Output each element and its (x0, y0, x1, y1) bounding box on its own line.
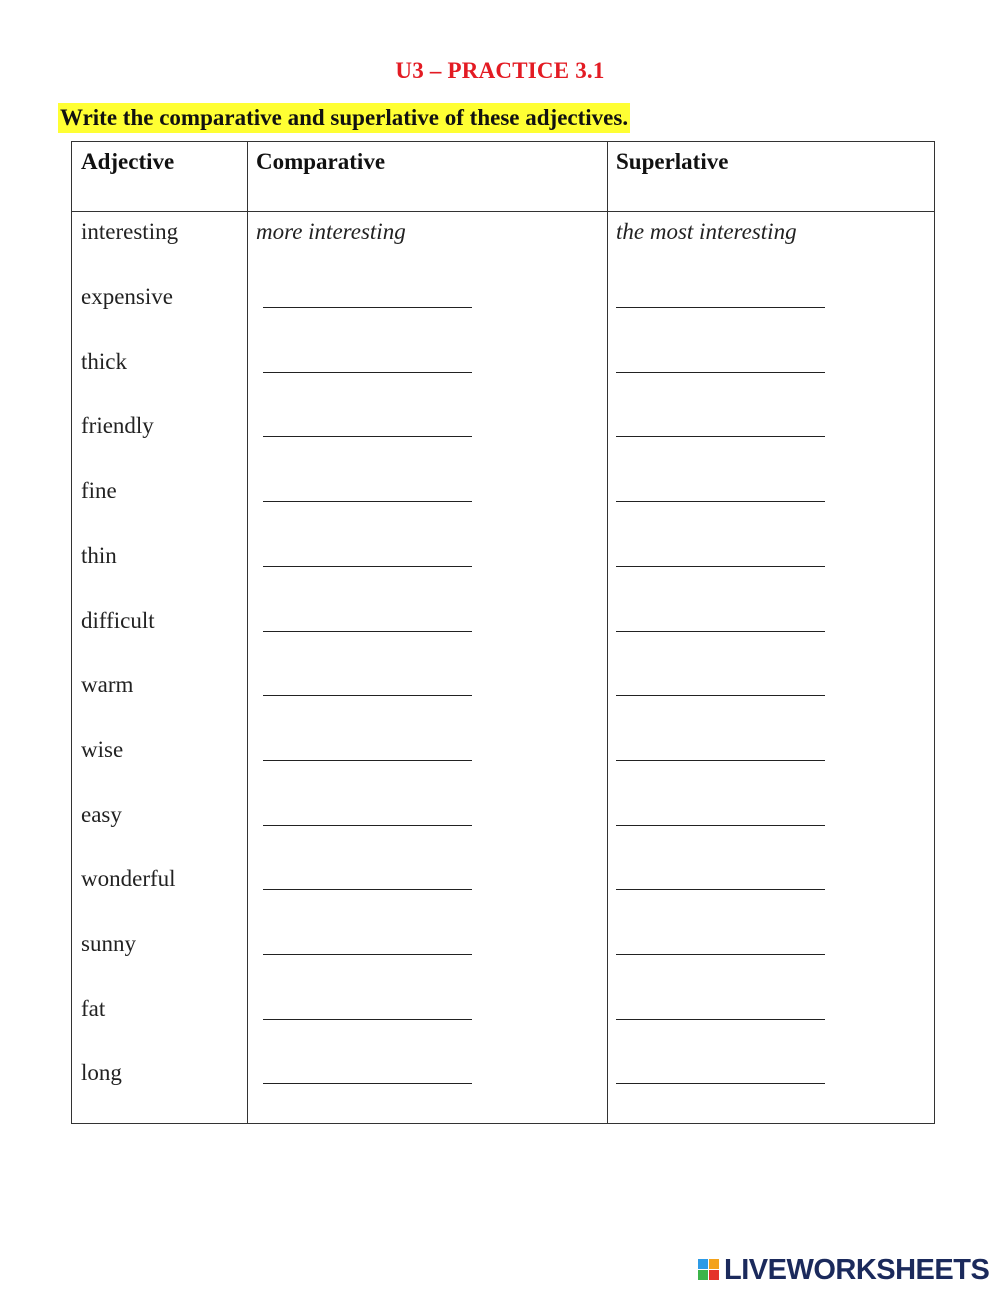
superlative-answer-blank[interactable] (616, 372, 825, 373)
table-row (72, 1060, 934, 1100)
adjective-cell: thin (81, 543, 117, 568)
superlative-answer-blank[interactable] (616, 307, 825, 308)
adjective-cell: interesting (81, 219, 179, 244)
adjective-cell: wise (81, 737, 124, 762)
comparative-answer-blank[interactable] (263, 889, 472, 890)
superlative-answer-blank[interactable] (616, 566, 825, 567)
comparative-answer-blank[interactable] (263, 631, 472, 632)
table-row (72, 413, 934, 453)
header-comparative: Comparative (256, 149, 386, 174)
adjective-cell: long (81, 1060, 122, 1085)
superlative-answer-blank[interactable] (616, 695, 825, 696)
adjective-cell: fat (81, 996, 106, 1021)
comparative-answer-blank[interactable] (263, 372, 472, 373)
comparative-answer-blank[interactable] (263, 566, 472, 567)
superlative-answer-blank[interactable] (616, 1083, 825, 1084)
instruction-text: Write the comparative and superlative of these adjectives. (58, 103, 630, 133)
superlative-answer-blank[interactable] (616, 501, 825, 502)
table-row (72, 672, 934, 712)
adjective-cell: sunny (81, 931, 136, 956)
adjective-cell: fine (81, 478, 117, 503)
comparative-answer-blank[interactable] (263, 695, 472, 696)
table-row (72, 866, 934, 906)
header-divider (72, 211, 934, 212)
example-superlative: the most interesting (616, 219, 797, 244)
superlative-answer-blank[interactable] (616, 760, 825, 761)
table-row (72, 737, 934, 777)
table-row (72, 608, 934, 648)
logo-text: LIVEWORKSHEETS (724, 1253, 990, 1286)
superlative-answer-blank[interactable] (616, 436, 825, 437)
superlative-answer-blank[interactable] (616, 825, 825, 826)
table-row (72, 996, 934, 1036)
superlative-answer-blank[interactable] (616, 889, 825, 890)
comparative-answer-blank[interactable] (263, 436, 472, 437)
comparative-answer-blank[interactable] (263, 1083, 472, 1084)
superlative-answer-blank[interactable] (616, 954, 825, 955)
adjective-table (71, 141, 935, 1124)
table-row (72, 543, 934, 583)
superlative-answer-blank[interactable] (616, 631, 825, 632)
header-adjective: Adjective (81, 149, 175, 174)
header-superlative: Superlative (616, 149, 729, 174)
adjective-cell: difficult (81, 608, 155, 633)
table-row (72, 802, 934, 842)
page-title: U3 – PRACTICE 3.1 (395, 58, 605, 83)
comparative-answer-blank[interactable] (263, 954, 472, 955)
comparative-answer-blank[interactable] (263, 760, 472, 761)
example-comparative: more interesting (256, 219, 406, 244)
adjective-cell: thick (81, 349, 127, 374)
comparative-answer-blank[interactable] (263, 307, 472, 308)
table-row (72, 349, 934, 389)
comparative-answer-blank[interactable] (263, 825, 472, 826)
table-row (72, 284, 934, 324)
liveworksheets-logo-icon (698, 1259, 720, 1281)
comparative-answer-blank[interactable] (263, 501, 472, 502)
liveworksheets-logo (698, 1255, 989, 1285)
table-row (72, 931, 934, 971)
superlative-answer-blank[interactable] (616, 1019, 825, 1020)
adjective-cell: friendly (81, 413, 154, 438)
example-row (72, 219, 934, 259)
adjective-cell: expensive (81, 284, 173, 309)
table-row (72, 478, 934, 518)
adjective-cell: easy (81, 802, 122, 827)
adjective-cell: warm (81, 672, 134, 697)
comparative-answer-blank[interactable] (263, 1019, 472, 1020)
adjective-cell: wonderful (81, 866, 176, 891)
